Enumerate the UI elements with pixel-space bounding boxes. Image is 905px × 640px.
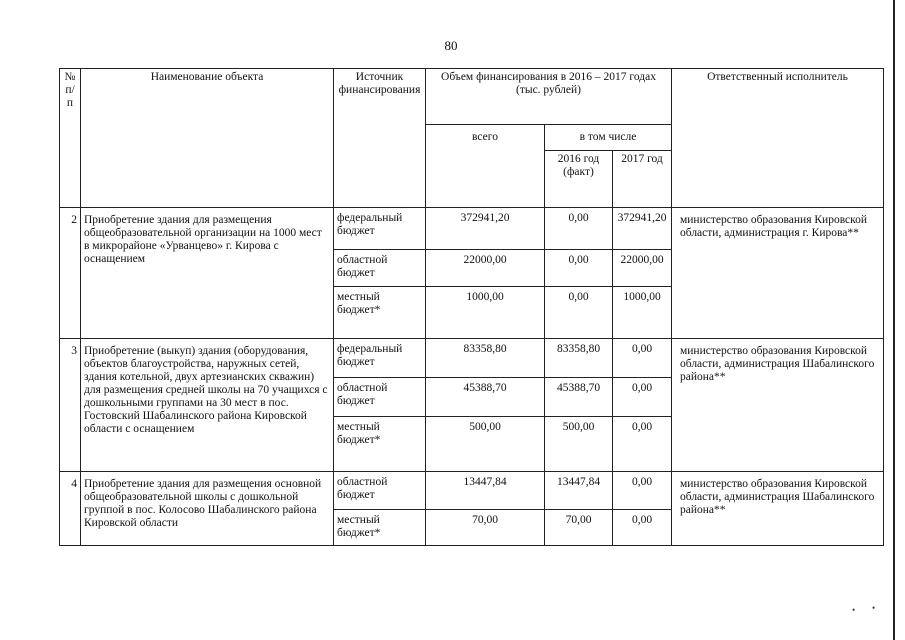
page-number: 80 [444, 38, 458, 53]
amount-2017: 372941,20 [613, 208, 672, 250]
amount-2017: 0,00 [613, 417, 672, 472]
amount-total: 1000,00 [426, 287, 545, 339]
amount-total: 500,00 [426, 417, 545, 472]
funding-source: областной бюджет [334, 378, 426, 417]
header-volume: Объем финансирования в 2016 – 2017 годах (тыс. рублей) [426, 69, 672, 125]
table-row [60, 208, 884, 250]
amount-2016: 83358,80 [545, 339, 613, 378]
header-num: № п/п [60, 69, 81, 208]
object-name: Приобретение (выкуп) здания (оборудования, объектов благоустройства, наружных сетей, здания котельной, двух артезианских скважин) для размещения средней школы на 70 учащихся с дошкольными группами на 30 мест в пос. Гостовский Шабалинского района Кировской области с оснащением [81, 339, 334, 472]
funding-source: областной бюджет [334, 250, 426, 287]
amount-total: 45388,70 [426, 378, 545, 417]
financing-table [59, 68, 884, 546]
scan-speck: • [872, 603, 876, 613]
scan-edge-line [893, 0, 895, 640]
responsible-executor: министерство образования Кировской области, администрация г. Кирова** [672, 208, 884, 339]
funding-source: местный бюджет* [334, 510, 426, 546]
amount-total: 22000,00 [426, 250, 545, 287]
amount-2017: 22000,00 [613, 250, 672, 287]
row-number: 3 [60, 339, 81, 472]
table-row [60, 472, 884, 510]
amount-2016: 0,00 [545, 250, 613, 287]
funding-source: областной бюджет [334, 472, 426, 510]
header-2017: 2017 год [613, 151, 672, 208]
amount-2016: 500,00 [545, 417, 613, 472]
header-2016: 2016 год (факт) [545, 151, 613, 208]
responsible-executor: министерство образования Кировской области, администрация Шабалинского района** [672, 472, 884, 546]
amount-2017: 0,00 [613, 472, 672, 510]
header-including: в том числе [545, 125, 672, 151]
amount-2016: 0,00 [545, 287, 613, 339]
amount-2017: 0,00 [613, 378, 672, 417]
funding-source: местный бюджет* [334, 417, 426, 472]
amount-2016: 0,00 [545, 208, 613, 250]
amount-total: 372941,20 [426, 208, 545, 250]
scan-speck: • [852, 605, 856, 615]
amount-2016: 13447,84 [545, 472, 613, 510]
amount-2016: 45388,70 [545, 378, 613, 417]
amount-2017: 1000,00 [613, 287, 672, 339]
header-name: Наименование объекта [81, 69, 334, 208]
object-name: Приобретение здания для размещения основной общеобразовательной школы с дошкольной группой в пос. Колосово Шабалинского района Кировской области [81, 472, 334, 546]
header-executor: Ответственный исполнитель [672, 69, 884, 208]
row-number: 4 [60, 472, 81, 546]
amount-2017: 0,00 [613, 510, 672, 546]
amount-total: 83358,80 [426, 339, 545, 378]
object-name: Приобретение здания для размещения общеобразовательной организации на 1000 мест в микрорайоне «Урванцево» г. Кирова с оснащением [81, 208, 334, 339]
table-row [60, 339, 884, 378]
funding-source: федеральный бюджет [334, 339, 426, 378]
funding-source: федеральный бюджет [334, 208, 426, 250]
amount-total: 13447,84 [426, 472, 545, 510]
amount-2017: 0,00 [613, 339, 672, 378]
header-source: Источник финансирования [334, 69, 426, 208]
funding-source: местный бюджет* [334, 287, 426, 339]
row-number: 2 [60, 208, 81, 339]
responsible-executor: министерство образования Кировской области, администрация Шабалинского района** [672, 339, 884, 472]
amount-total: 70,00 [426, 510, 545, 546]
header-total: всего [426, 125, 545, 208]
amount-2016: 70,00 [545, 510, 613, 546]
